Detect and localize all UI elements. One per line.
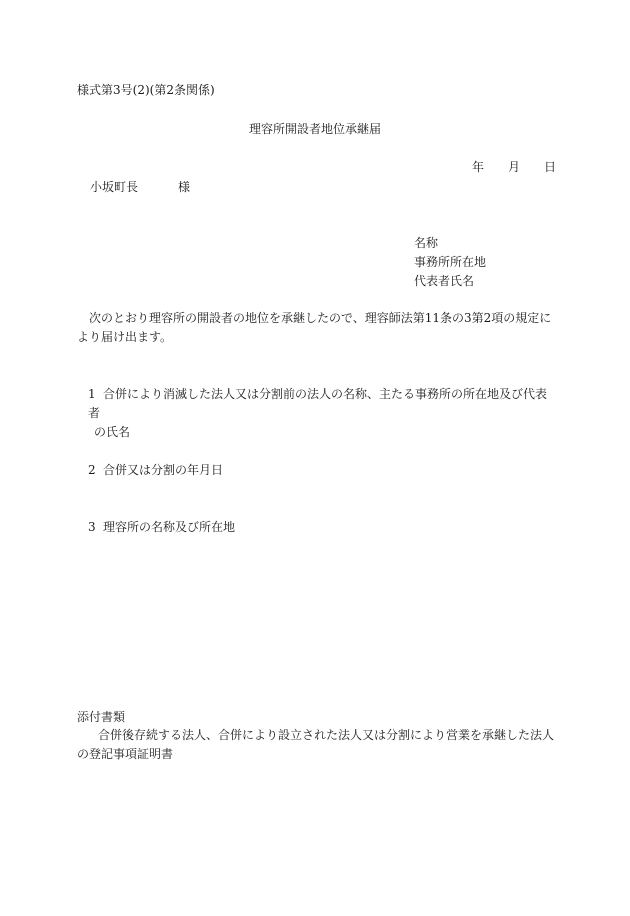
date-year-label: 年 <box>472 160 485 174</box>
item-text-continued: の氏名 <box>94 425 131 439</box>
body-text: 次のとおり理容所の開設者の地位を承継したので、理容師法第11条の3第2項の規定により届け出ます。 <box>77 311 552 344</box>
list-item <box>88 461 558 480</box>
item-number: 1 <box>88 387 96 401</box>
addressee-name: 小坂町長 <box>90 180 139 194</box>
addressee <box>90 179 190 195</box>
date-month-label: 月 <box>508 160 521 174</box>
date-day-label: 日 <box>544 160 557 174</box>
list-item <box>88 518 558 537</box>
attachments-text: 合併後存続する法人、合併により設立された法人又は分割により営業を承継した法人の登記事項証明書 <box>77 728 555 761</box>
form-number: 様式第3号(2)(第2条関係) <box>77 83 215 97</box>
addressee-honorific: 様 <box>178 180 191 194</box>
item-text: 合併により消滅した法人又は分割前の法人の名称、主たる事務所の所在地及び代表者 <box>88 387 548 420</box>
applicant-office-label: 事務所所在地 <box>414 255 487 269</box>
applicant-block <box>414 234 486 291</box>
item-number: 3 <box>88 520 96 534</box>
item-text: 合併又は分割の年月日 <box>103 463 224 477</box>
item-number: 2 <box>88 463 96 477</box>
date-line <box>472 159 556 175</box>
list-item <box>88 385 558 442</box>
document-title: 理容所開設者地位承継届 <box>248 122 381 136</box>
item-text: 理容所の名称及び所在地 <box>103 520 236 534</box>
attachments-heading: 添付書類 <box>77 710 126 724</box>
applicant-name-label: 名称 <box>414 236 439 250</box>
applicant-representative-label: 代表者氏名 <box>414 274 475 288</box>
